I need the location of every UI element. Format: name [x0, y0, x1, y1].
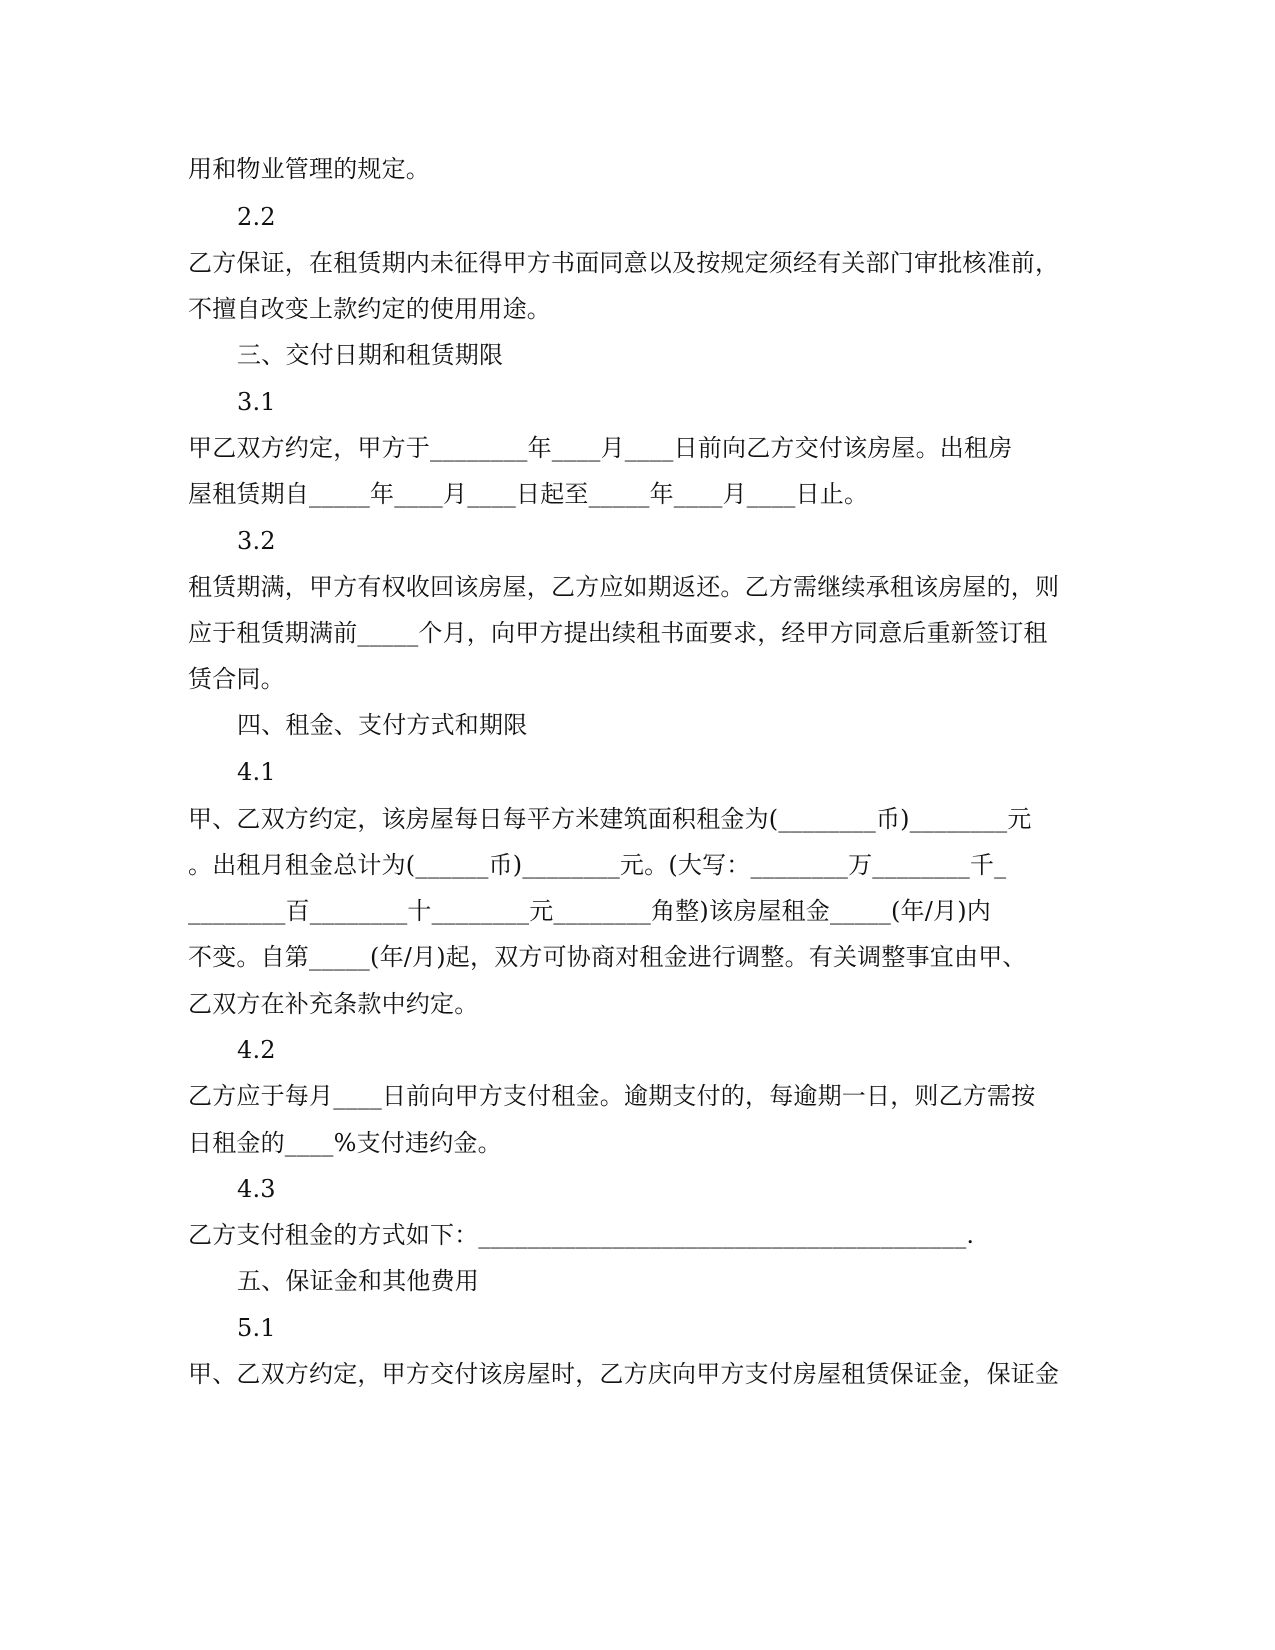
clause-number: 4.3	[237, 1175, 276, 1203]
section-heading: 三、交付日期和租赁期限	[237, 341, 504, 369]
clause-number: 4.1	[237, 758, 276, 786]
text-line: 甲、乙双方约定，该房屋每日每平方米建筑面积租金为(________币)________元	[188, 805, 1032, 833]
text-line: 。出租月租金总计为(______币)________元。(大写：________万________千_	[188, 851, 1007, 879]
section-heading: 五、保证金和其他费用	[237, 1267, 479, 1295]
text-line: 用和物业管理的规定。	[188, 155, 430, 183]
text-line: 乙方支付租金的方式如下：________________________________________.	[188, 1221, 975, 1249]
text-line: ________百________十________元________角整)该房屋租金_____(年/月)内	[188, 897, 991, 925]
text-line: 租赁期满，甲方有权收回该房屋，乙方应如期返还。乙方需继续承租该房屋的，则	[188, 573, 1060, 601]
clause-number: 3.2	[237, 527, 276, 555]
text-line: 甲、乙双方约定，甲方交付该房屋时，乙方庆向甲方支付房屋租赁保证金，保证金	[188, 1360, 1060, 1388]
text-line: 日租金的____%支付违约金。	[188, 1129, 502, 1157]
clause-number: 5.1	[237, 1314, 276, 1342]
clause-number: 2.2	[237, 203, 276, 231]
text-line: 屋租赁期自_____年____月____日起至_____年____月____日止。	[188, 480, 869, 508]
text-line: 应于租赁期满前_____个月，向甲方提出续租书面要求，经甲方同意后重新签订租	[188, 619, 1048, 647]
section-heading: 四、租金、支付方式和期限	[237, 711, 528, 739]
text-line: 不变。自第_____(年/月)起，双方可协商对租金进行调整。有关调整事宜由甲、	[188, 943, 1027, 971]
text-line: 乙双方在补充条款中约定。	[188, 990, 479, 1018]
text-line: 不擅自改变上款约定的使用用途。	[188, 295, 551, 323]
text-line: 赁合同。	[188, 665, 285, 693]
text-line: 甲乙双方约定，甲方于________年____月____日前向乙方交付该房屋。出租房	[188, 434, 1013, 462]
clause-number: 4.2	[237, 1036, 276, 1064]
text-line: 乙方保证，在租赁期内未征得甲方书面同意以及按规定须经有关部门审批核准前，	[188, 249, 1060, 277]
clause-number: 3.1	[237, 388, 276, 416]
text-line: 乙方应于每月____日前向甲方支付租金。逾期支付的，每逾期一日，则乙方需按	[188, 1082, 1036, 1110]
